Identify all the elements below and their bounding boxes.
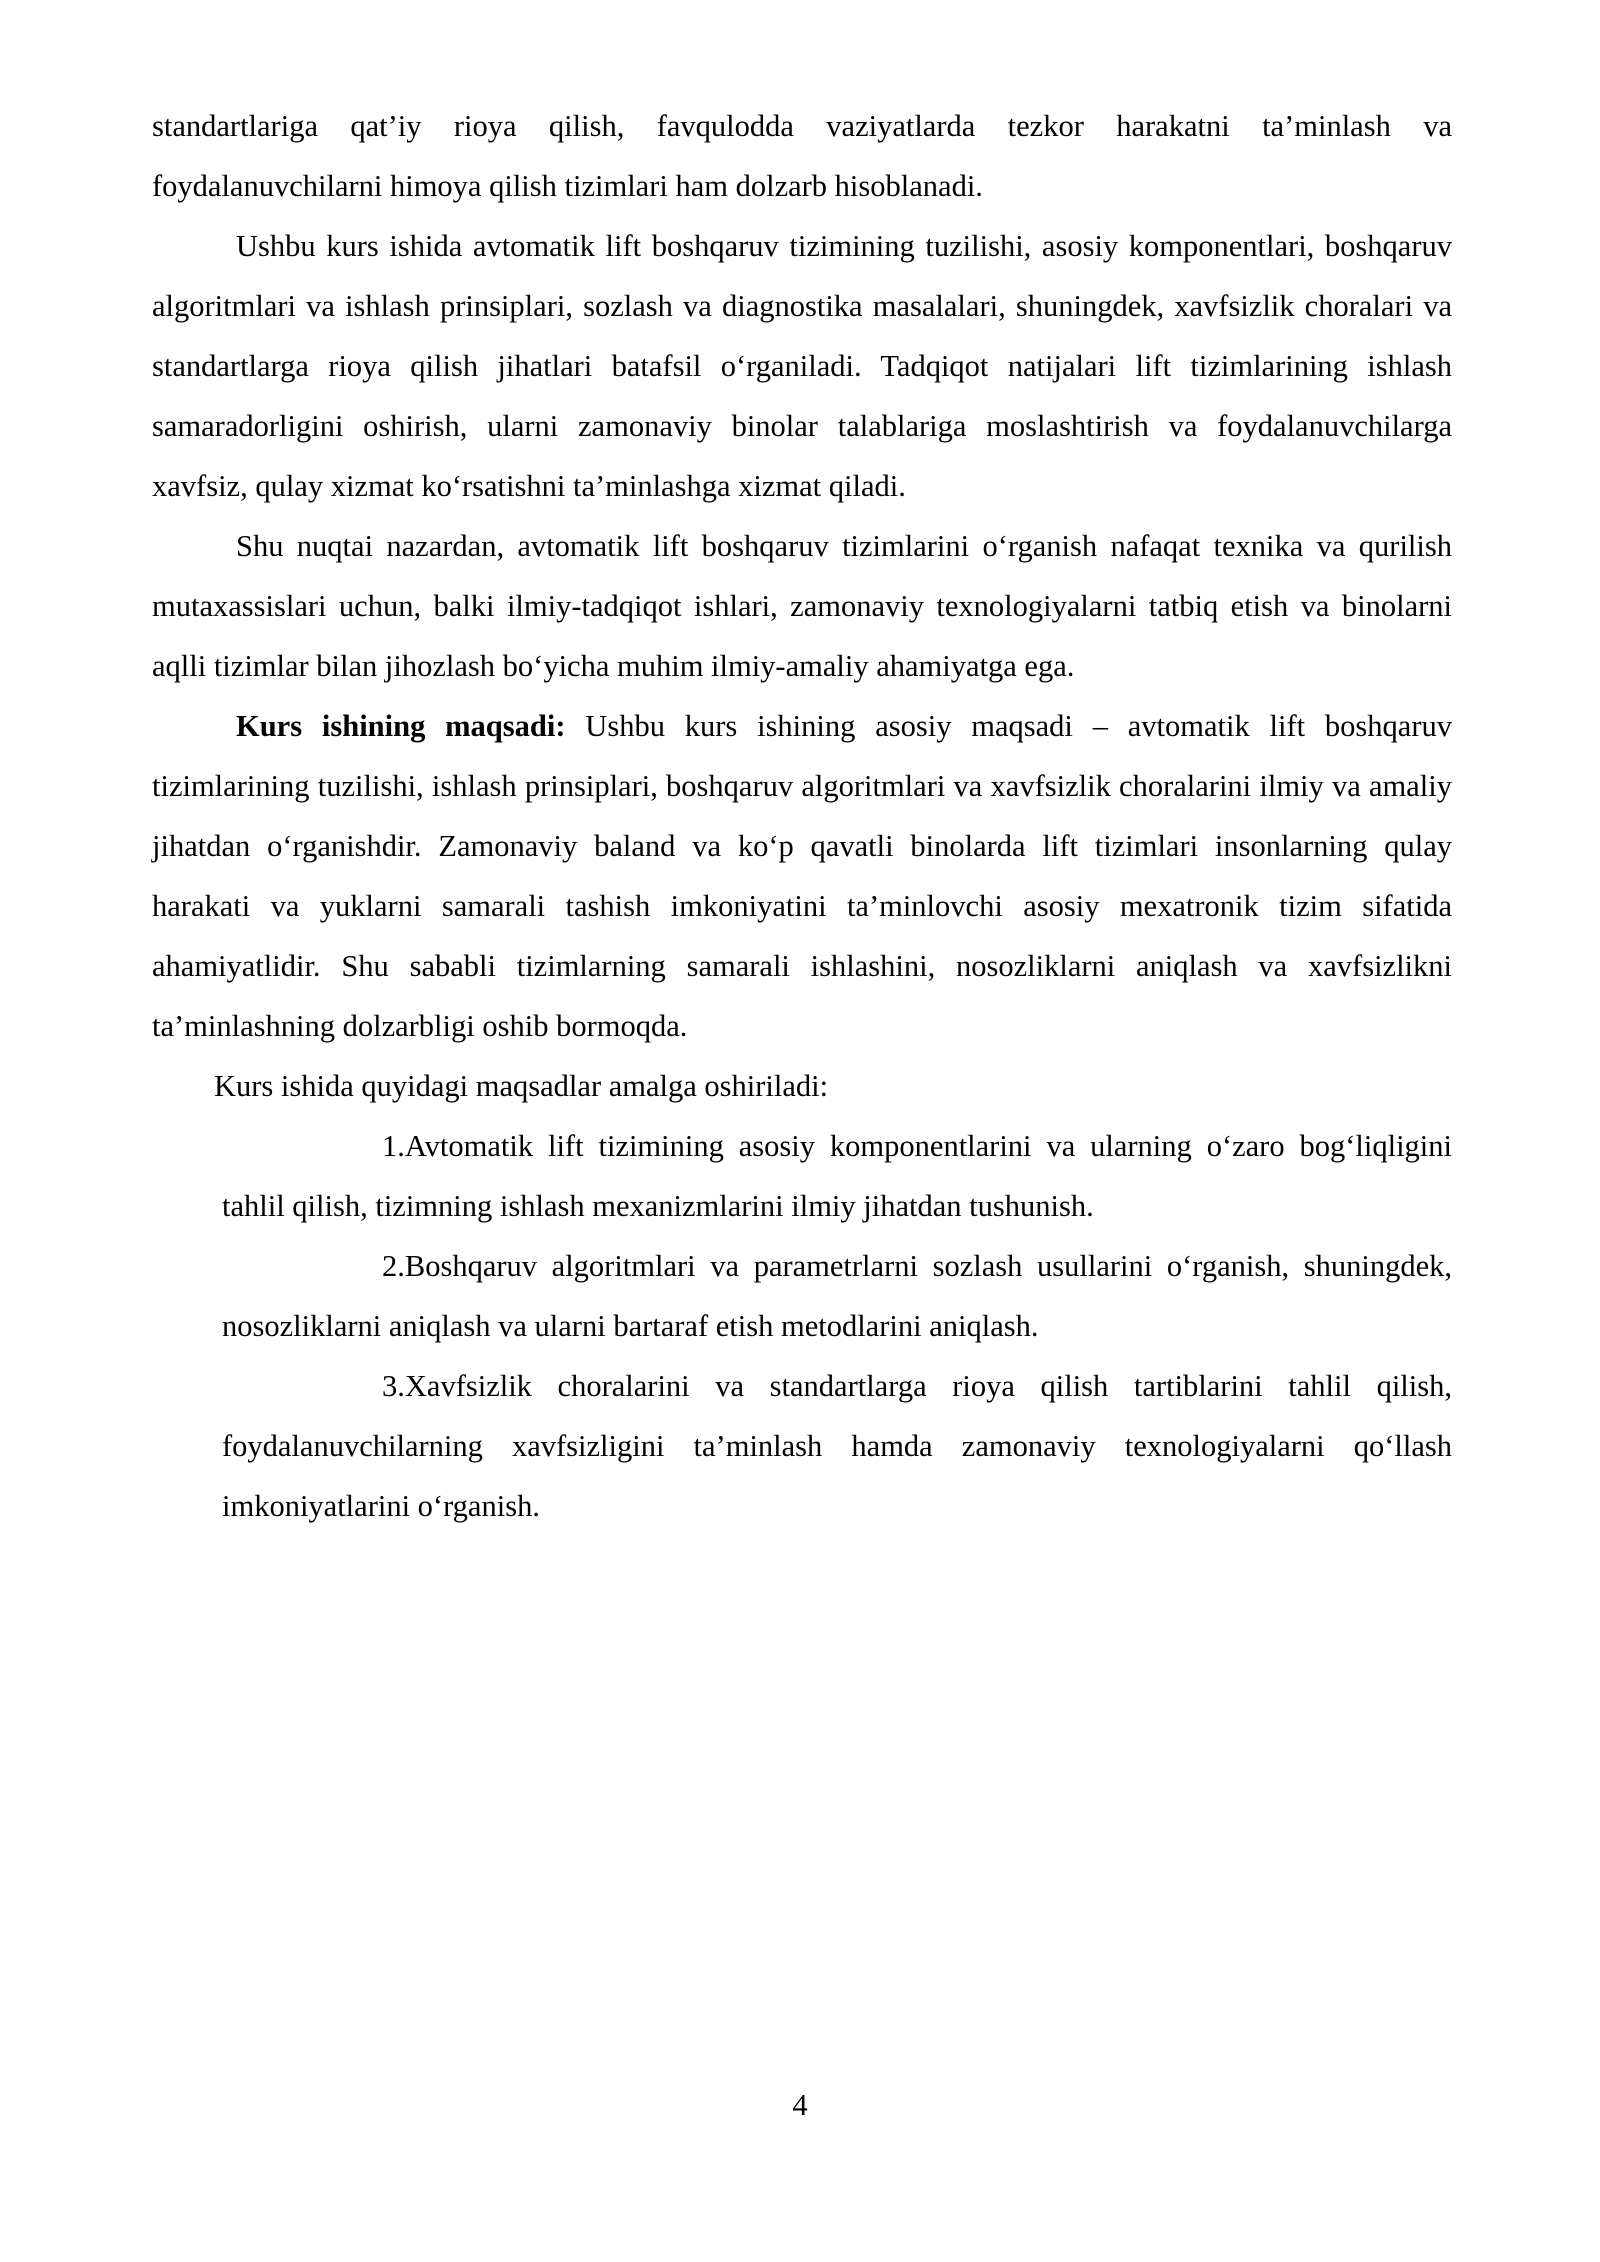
list-item-text: Boshqaruv algoritmlari va parametrlarni sozlash usullarini o‘rganish, shuningdek, nosozliklarni aniqlash va ularni bartaraf etish metodlarini aniqlash. <box>222 1249 1452 1343</box>
list-item-text: Avtomatik lift tizimining asosiy komponentlarini va ularning o‘zaro bog‘liqligini tahlil qilish, tizimning ishlash mexanizmlarini ilmiy jihatdan tushunish. <box>222 1129 1452 1223</box>
page-content <box>152 96 1452 1536</box>
page-number: 4 <box>792 2088 808 2122</box>
paragraph-1: standartlariga qat’iy rioya qilish, favqulodda vaziyatlarda tezkor harakatni ta’minlash va foydalanuvchilarni himoya qilish tizimlari ham dolzarb hisoblanadi. <box>152 109 1452 203</box>
list-item-text: Xavfsizlik choralarini va standartlarga rioya qilish tartiblarini tahlil qilish, foydalanuvchilarning xavfsizligini ta’minlash hamda zamonaviy texnologiyalarni qo‘llash imkoniyatlarini o‘rganish. <box>222 1369 1452 1523</box>
goal-heading-label: Kurs ishining maqsadi: <box>236 709 566 743</box>
list-item-number: 1. <box>382 1129 405 1163</box>
list-item <box>152 1236 1452 1356</box>
goal-paragraph-text: Ushbu kurs ishining asosiy maqsadi – avtomatik lift boshqaruv tizimlarining tuzilishi, ishlash prinsiplari, boshqaruv algoritmlari va xavfsizlik choralarini ilmiy va amaliy jihatdan o‘rganishdir. Zamonaviy baland va ko‘p qavatli binolarda lift tizimlari insonlarning qulay harakati va yuklarni samarali tashish imkoniyatini ta’minlovchi asosiy mexatronik tizim sifatida ahamiyatlidir. Shu sababli tizimlarning samarali ishlashini, nosozliklarni aniqlash va xavfsizlikni ta’minlashning dolzarbligi oshib bormoqda. <box>152 709 1453 1043</box>
paragraph-5: Kurs ishida quyidagi maqsadlar amalga oshiriladi: <box>214 1069 829 1103</box>
paragraph-4 <box>152 696 1452 1056</box>
paragraph-3: Shu nuqtai nazardan, avtomatik lift boshqaruv tizimlarini o‘rganish nafaqat texnika va qurilish mutaxassislari uchun, balki ilmiy-tadqiqot ishlari, zamonaviy texnologiyalarni tatbiq etish va binolarni aqlli tizimlar bilan jihozlash bo‘yicha muhim ilmiy-amaliy ahamiyatga ega. <box>152 529 1452 683</box>
paragraph-2: Ushbu kurs ishida avtomatik lift boshqaruv tizimining tuzilishi, asosiy komponentlari, boshqaruv algoritmlari va ishlash prinsiplari, sozlash va diagnostika masalalari, shuningdek, xavfsizlik choralari va standartlarga rioya qilish jihatlari batafsil o‘rganiladi. Tadqiqot natijalari lift tizimlarining ishlash samaradorligini oshirish, ularni zamonaviy binolar talablariga moslashtirish va foydalanuvchilarga xavfsiz, qulay xizmat ko‘rsatishni ta’minlashga xizmat qiladi. <box>152 229 1452 503</box>
list-item-number: 2. <box>382 1249 405 1283</box>
list-item <box>152 1356 1452 1536</box>
list-item <box>152 1116 1452 1236</box>
list-item-number: 3. <box>382 1369 405 1403</box>
